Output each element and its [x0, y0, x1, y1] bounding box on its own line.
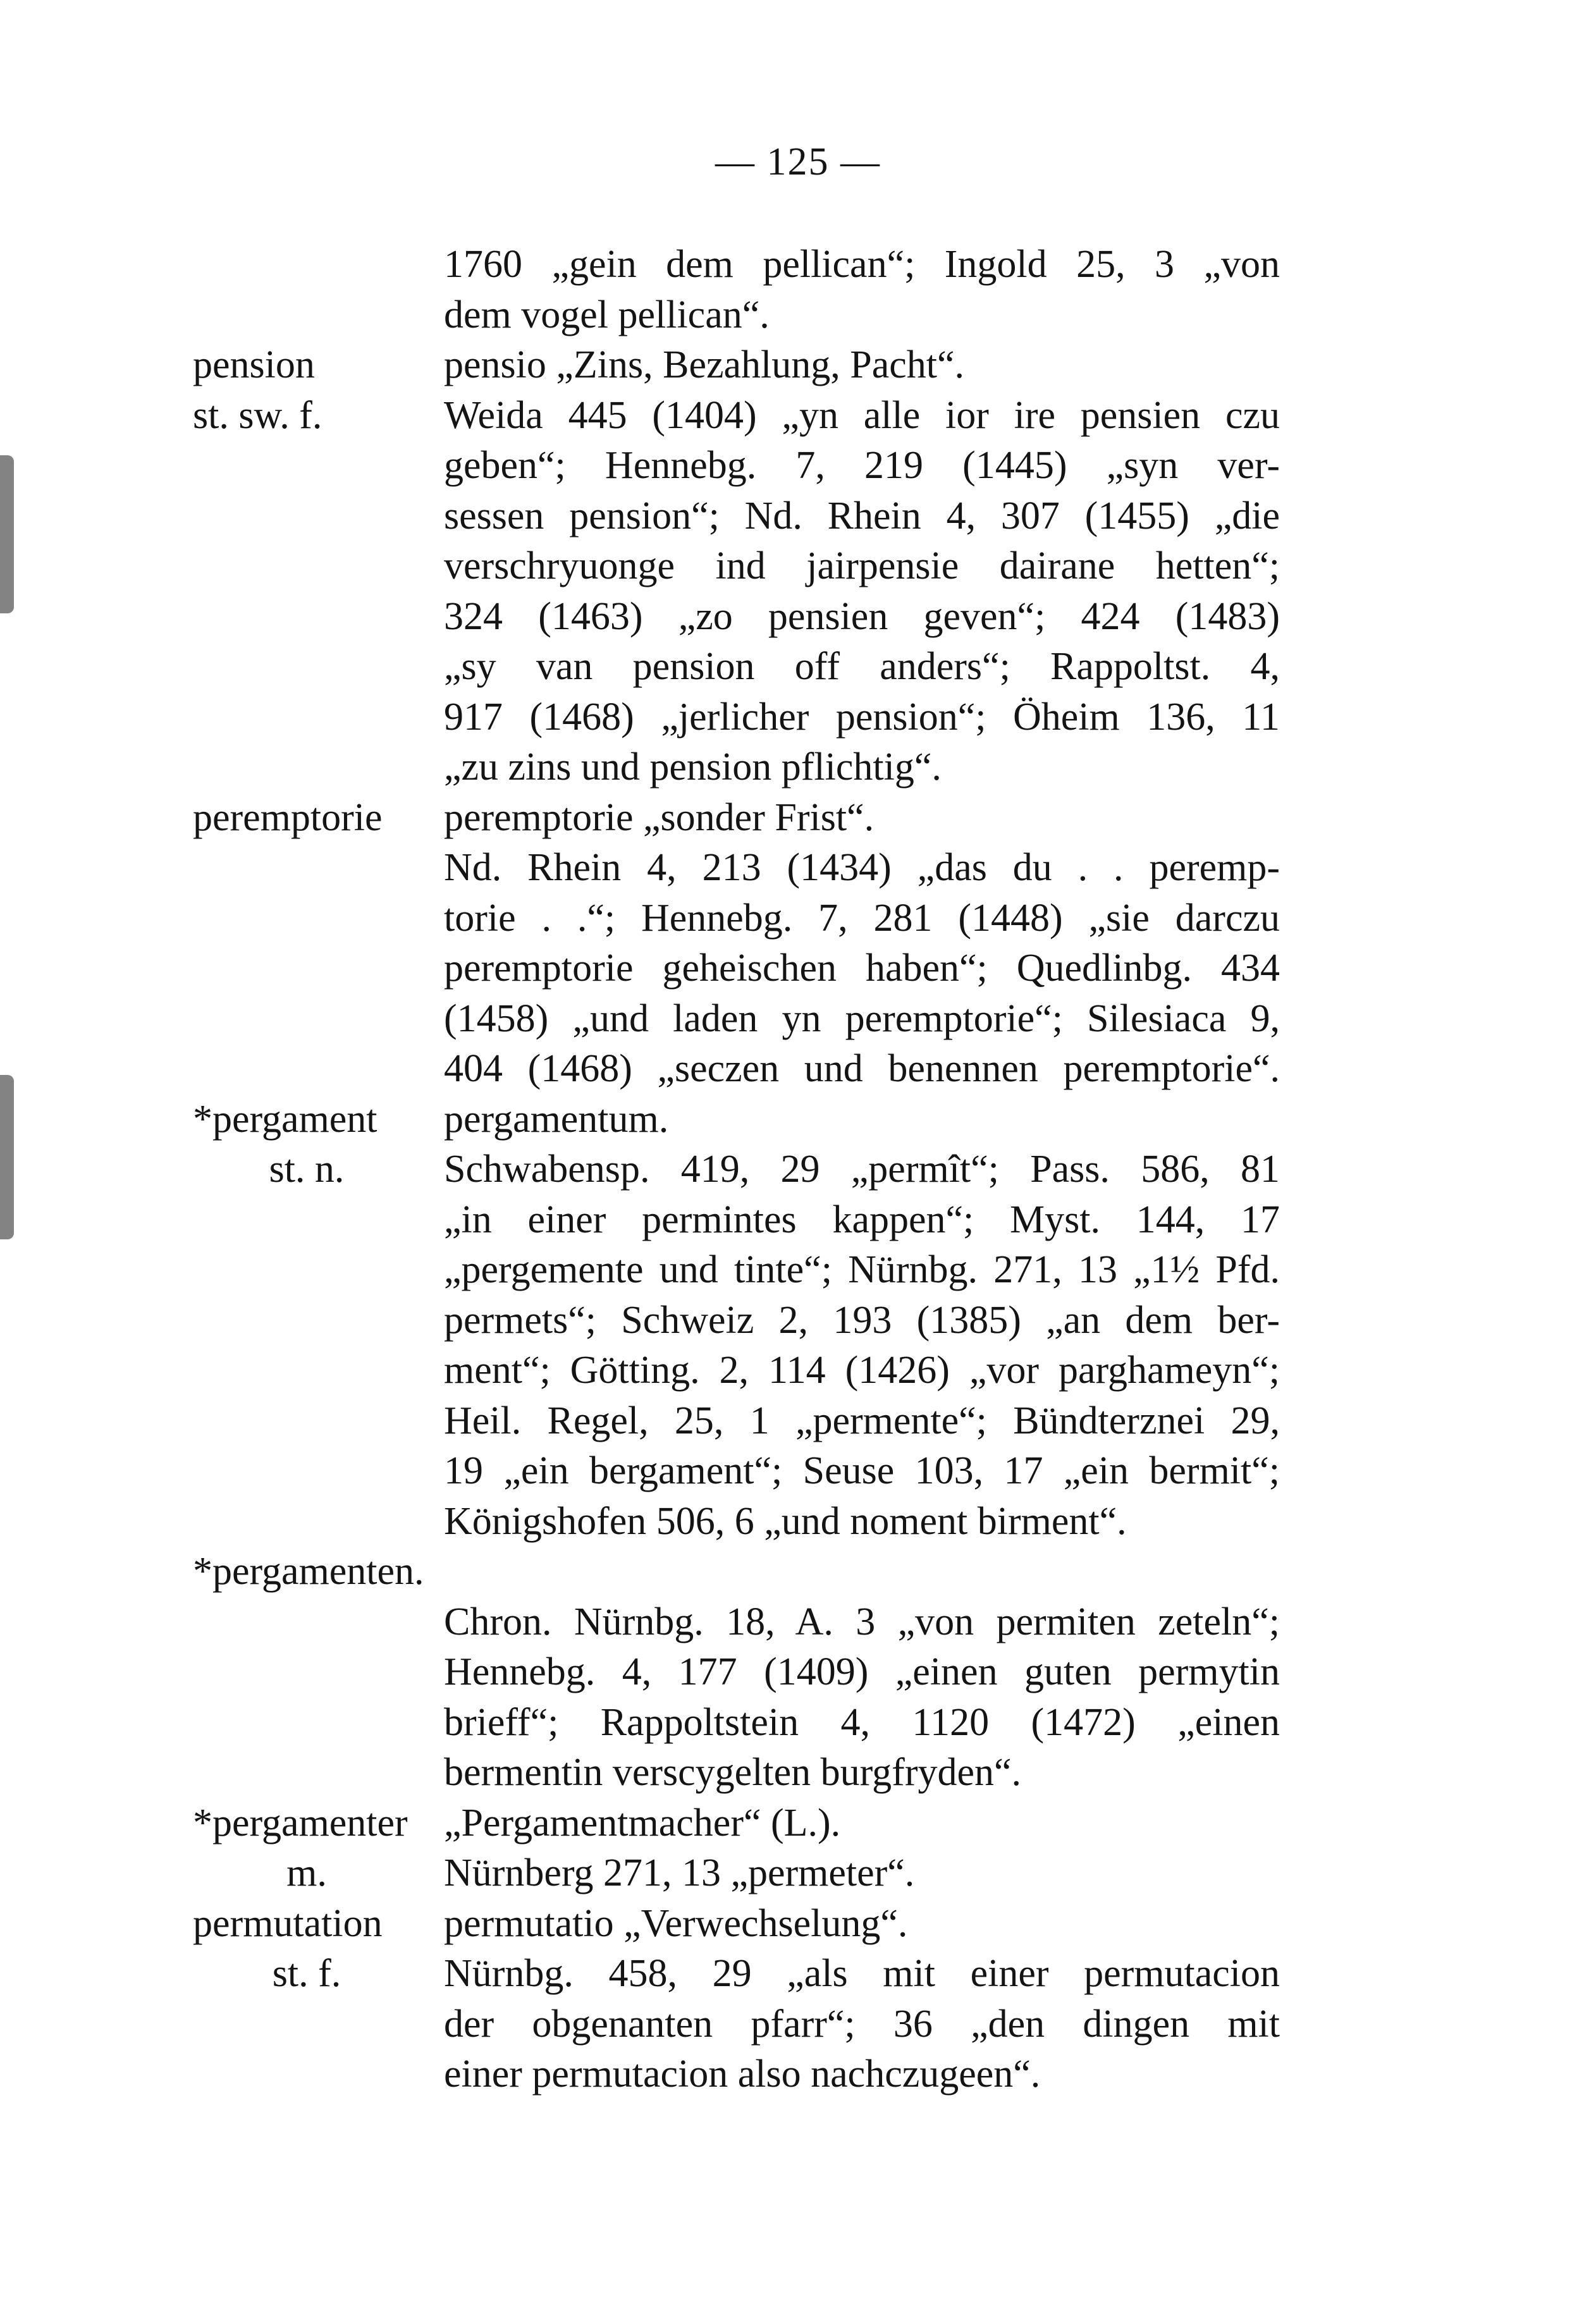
entry-text: peremptorie geheischen haben“; Quedlinbg. 434 [444, 947, 1280, 990]
entry-text: 324 (1463) „zo pensien geven“; 424 (1483) [444, 595, 1280, 638]
text-line [0, 1496, 1596, 1547]
text-line [0, 1094, 1596, 1145]
text-line [0, 1295, 1596, 1346]
page-number: — 125 — [715, 140, 881, 183]
text-line [0, 1244, 1596, 1295]
entry-text: 404 (1468) „seczen und benennen peremptorie“. [444, 1047, 1280, 1090]
text-line [0, 390, 1596, 441]
text-line [0, 742, 1596, 792]
entry-lemma: permutation [193, 1902, 383, 1945]
text-line [0, 792, 1596, 843]
text-line [0, 1999, 1596, 2049]
entry-text: der obgenanten pfarr“; 36 „den dingen mit [444, 2003, 1280, 2046]
text-line [0, 1898, 1596, 1949]
entry-text: Weida 445 (1404) „yn alle ior ire pensien czu [444, 394, 1280, 437]
entry-text: Nd. Rhein 4, 213 (1434) „das du . . peremp- [444, 846, 1280, 889]
entry-text: Königshofen 506, 6 „und noment birment“. [444, 1500, 1127, 1543]
entry-text: torie . .“; Hennebg. 7, 281 (1448) „sie darczu [444, 897, 1280, 940]
text-line [0, 893, 1596, 943]
entry-lemma: *pergamenter [193, 1801, 408, 1844]
entry-text: Chron. Nürnbg. 18, A. 3 „von permiten zeteln“; [444, 1600, 1280, 1643]
entry-text: „sy van pension off anders“; Rappoltst. 4, [444, 645, 1280, 688]
text-line [0, 993, 1596, 1044]
entry-text: bermentin verscygelten burgfryden“. [444, 1751, 1022, 1794]
text-line [0, 1597, 1596, 1647]
text-line [0, 541, 1596, 591]
text-line [0, 1848, 1596, 1898]
text-line [0, 2049, 1596, 2099]
entry-text: „zu zins und pension pflichtig“. [444, 746, 942, 789]
entry-text: Heil. Regel, 25, 1 „permente“; Bündterznei 29, [444, 1399, 1280, 1442]
entry-text: sessen pension“; Nd. Rhein 4, 307 (1455) „die [444, 494, 1280, 537]
text-line [0, 1546, 1596, 1597]
text-line [0, 1396, 1596, 1446]
entry-lemma: m. [286, 1851, 327, 1894]
text-line [0, 440, 1596, 491]
entry-text: „pergemente und tinte“; Nürnbg. 271, 13 „1½ Pfd. [444, 1248, 1280, 1291]
entry-text: 19 „ein bergament“; Seuse 103, 17 „ein bermit“; [444, 1449, 1280, 1492]
text-line [0, 491, 1596, 541]
entry-text: ment“; Götting. 2, 114 (1426) „vor parghameyn“; [444, 1349, 1280, 1392]
entry-text: dem vogel pellican“. [444, 293, 770, 336]
entry-text: Nürnberg 271, 13 „permeter“. [444, 1851, 915, 1894]
entry-text: Schwabensp. 419, 29 „permît“; Pass. 586, 81 [444, 1148, 1280, 1191]
entry-lemma: *pergament [193, 1098, 378, 1141]
text-line [0, 1697, 1596, 1748]
scan-edge-mark [0, 455, 14, 613]
entry-text: pergamentum. [444, 1098, 669, 1141]
text-line [0, 591, 1596, 642]
entry-lemma: pension [193, 343, 315, 386]
entry-text: einer permutacion also nachczugeen“. [444, 2053, 1041, 2096]
text-line [0, 1445, 1596, 1496]
entry-text: verschryuonge ind jairpensie dairane hetten“; [444, 544, 1280, 587]
entry-text: peremptorie „sonder Frist“. [444, 796, 875, 839]
entry-lemma: peremptorie [193, 796, 383, 839]
text-line [0, 1798, 1596, 1848]
entry-text: geben“; Hennebg. 7, 219 (1445) „syn ver- [444, 444, 1280, 487]
entry-lemma: st. f. [272, 1952, 341, 1995]
entry-text: 917 (1468) „jerlicher pension“; Öheim 136, 11 [444, 696, 1280, 739]
entry-text: permets“; Schweiz 2, 193 (1385) „an dem ber- [444, 1299, 1280, 1342]
entry-lemma: st. n. [269, 1148, 345, 1191]
text-line [0, 239, 1596, 290]
entry-text: Hennebg. 4, 177 (1409) „einen guten permytin [444, 1650, 1280, 1693]
entry-text: (1458) „und laden yn peremptorie“; Silesiaca 9, [444, 997, 1280, 1040]
entry-text: 1760 „gein dem pellican“; Ingold 25, 3 „von [444, 243, 1280, 286]
text-line [0, 340, 1596, 390]
scan-edge-mark [0, 1075, 14, 1239]
entry-lemma: *pergamenten. [193, 1550, 424, 1593]
text-line [0, 943, 1596, 993]
text-line [0, 842, 1596, 893]
text-line [0, 1043, 1596, 1094]
text-line [0, 290, 1596, 340]
text-line [0, 641, 1596, 692]
entry-text: „in einer permintes kappen“; Myst. 144, 17 [444, 1198, 1280, 1241]
text-line [0, 692, 1596, 742]
entry-text: pensio „Zins, Bezahlung, Pacht“. [444, 343, 965, 386]
text-line [0, 1647, 1596, 1697]
entry-text: brieff“; Rappoltstein 4, 1120 (1472) „einen [444, 1701, 1280, 1744]
entry-lemma: st. sw. f. [193, 394, 322, 437]
entry-text: Nürnbg. 458, 29 „als mit einer permutacion [444, 1952, 1280, 1995]
entry-text: „Pergamentmacher“ (L.). [444, 1801, 841, 1844]
text-line [0, 1144, 1596, 1194]
text-line [0, 1747, 1596, 1798]
text-line [0, 1194, 1596, 1245]
text-line [0, 1948, 1596, 1999]
text-line [0, 1345, 1596, 1396]
entry-text: permutatio „Verwechselung“. [444, 1902, 908, 1945]
